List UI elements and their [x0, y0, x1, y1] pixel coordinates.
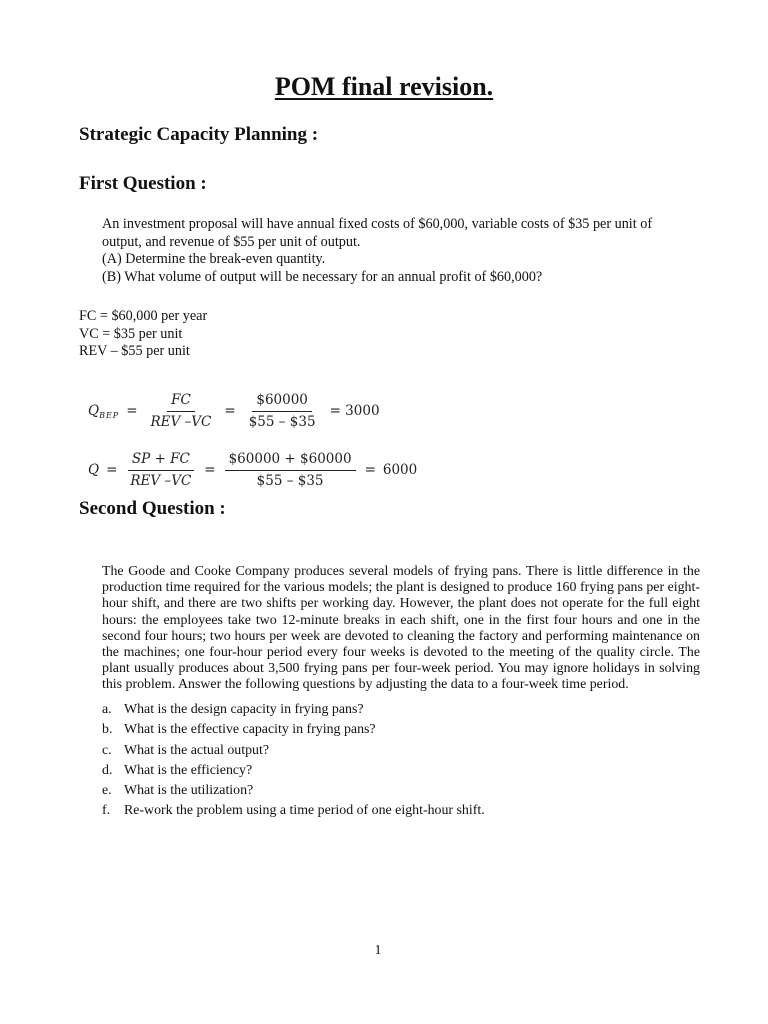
- formula1-denominator: REV –VC: [150, 413, 212, 430]
- formula1-numerator: FC: [167, 392, 195, 412]
- formula2-numeric-numerator: $60000 + $60000: [225, 451, 356, 471]
- list-marker: c.: [102, 742, 112, 758]
- list-marker: a.: [102, 702, 112, 717]
- formula2-symbolic-fraction: [126, 451, 195, 490]
- equals-sign: =: [224, 403, 236, 419]
- list-item: [102, 741, 702, 761]
- second-question-heading: Second Question :: [79, 498, 226, 519]
- formula1-lhs: [88, 403, 119, 420]
- equals-sign: =: [364, 462, 376, 478]
- formula1-result: = 3000: [329, 403, 380, 419]
- list-item: [102, 761, 702, 781]
- question1-prompt: [102, 216, 702, 286]
- formula2-numerator: SP + FC: [128, 451, 194, 471]
- given-values: [79, 308, 479, 361]
- given-revenue: REV – $55 per unit: [79, 343, 190, 359]
- question2-paragraph: The Goode and Cooke Company produces several models of frying pans. There is little difference in the production time required for the various models; the plant is designed to produce 160 frying pans per eight-hour shift, and there are two shifts per working day. However, the plant does not operate for the full eight hours: the employees take two 12-minute breaks in each shift, one in the first four hours and one in the second four hours; two hours per week are devoted to cleaning the factory and performing maintenance on the machines; one four-hour period every four weeks is devoted to the meeting of the quality circle. The plant usually produces about 3,500 frying pans per four-week period. You may ignore holidays in solving this problem. Answer the following questions by adjusting the data to a four-week time period.: [102, 564, 700, 693]
- question1-line: (B) What volume of output will be necessary for an annual profit of $60,000?: [102, 268, 543, 285]
- list-item-text: What is the actual output?: [124, 742, 270, 758]
- target-profit-formula: [88, 448, 417, 492]
- equals-sign: =: [204, 462, 216, 478]
- formula1-numeric-denominator: $55 – $35: [248, 413, 316, 430]
- given-variable-cost: VC = $35 per unit: [79, 325, 183, 342]
- list-marker: d.: [102, 762, 113, 778]
- equals-sign: =: [106, 462, 118, 478]
- first-question-heading: First Question :: [79, 173, 207, 194]
- list-item-text: What is the design capacity in frying pans?: [124, 702, 364, 717]
- formula1-q: Q: [88, 402, 100, 419]
- list-item-text: What is the effective capacity in frying pans?: [124, 722, 376, 738]
- formula2-lhs: Q: [88, 462, 100, 478]
- equals-sign: =: [126, 403, 138, 419]
- formula2-numeric-fraction: [225, 451, 356, 490]
- formula2-denominator: REV –VC: [130, 472, 192, 489]
- section-heading: Strategic Capacity Planning :: [79, 124, 319, 145]
- list-item-text: What is the utilization?: [124, 783, 254, 799]
- formula1-numeric-numerator: $60000: [252, 392, 312, 412]
- formula2-numeric-denominator: $55 – $35: [256, 472, 324, 489]
- list-item: [102, 720, 702, 740]
- question2-list: [102, 700, 702, 822]
- question1-line: (A) Determine the break-even quantity.: [102, 251, 326, 267]
- formula1-subscript: BEP: [99, 410, 120, 420]
- page-title: POM final revision.: [274, 72, 494, 101]
- page-number: 1: [374, 943, 382, 958]
- given-fixed-cost: FC = $60,000 per year: [79, 308, 208, 324]
- list-item-text: Re-work the problem using a time period of one eight-hour shift.: [124, 803, 485, 819]
- question1-line: output, and revenue of $55 per unit of output.: [102, 233, 361, 250]
- list-marker: f.: [102, 803, 111, 819]
- formula1-symbolic-fraction: [147, 392, 216, 431]
- list-marker: b.: [102, 722, 113, 738]
- formula1-numeric-fraction: [245, 392, 320, 431]
- question1-line: An investment proposal will have annual fixed costs of $60,000, variable costs of $35 per unit of: [102, 216, 653, 232]
- list-item: [102, 700, 702, 720]
- list-item: [102, 781, 702, 801]
- list-item: [102, 801, 702, 821]
- formula2-result: 6000: [382, 462, 418, 478]
- break-even-formula: [88, 389, 380, 433]
- list-marker: e.: [102, 783, 112, 799]
- list-item-text: What is the efficiency?: [124, 762, 253, 778]
